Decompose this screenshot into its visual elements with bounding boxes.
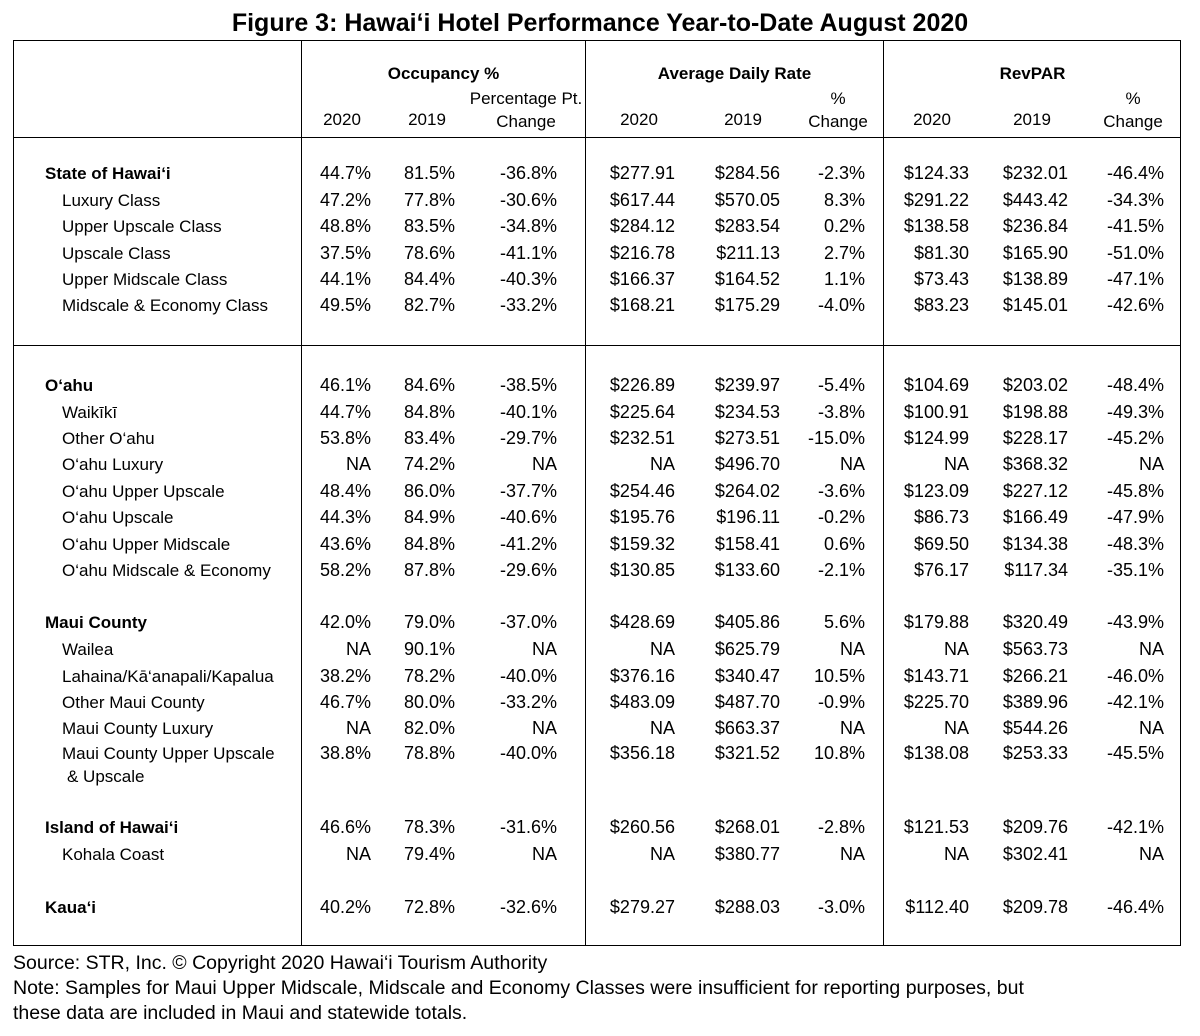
table-cell: -41.2% (499, 534, 557, 554)
table-cell: -35.1% (1106, 560, 1164, 580)
class-label: Lahaina/Kā‘anapali/Kapalua (62, 667, 274, 686)
table-cell: NA (943, 844, 969, 864)
footer-note-line1: Note: Samples for Maui Upper Midscale, Midscale and Economy Classes were insufficient for reporting purposes, but (13, 977, 1024, 999)
class-label: Upper Upscale Class (62, 217, 222, 236)
table-cell: -42.6% (1106, 295, 1164, 315)
table-cell: $69.50 (913, 534, 969, 554)
table-cell: -34.8% (499, 216, 557, 236)
table-cell: $232.51 (609, 428, 675, 448)
table-cell: NA (1138, 454, 1164, 474)
table-cell: $168.21 (609, 295, 675, 315)
table-cell: $260.56 (609, 817, 675, 837)
table-cell: $195.76 (609, 507, 675, 527)
table-cell: 44.7% (319, 402, 371, 422)
table-cell: -37.7% (499, 481, 557, 501)
table-cell: -15.0% (807, 428, 865, 448)
table-cell: -46.4% (1106, 163, 1164, 183)
table-cell: 84.9% (403, 507, 455, 527)
table-cell: -34.3% (1106, 190, 1164, 210)
table-cell: $164.52 (714, 269, 780, 289)
class-label: Other O‘ahu (62, 429, 155, 448)
table-cell: 84.8% (403, 402, 455, 422)
table-cell: $123.09 (903, 481, 969, 501)
table-cell: $198.88 (1002, 402, 1068, 422)
table-cell: $175.29 (714, 295, 780, 315)
class-label: Maui County Upper Upscale (62, 744, 275, 763)
table-cell: 38.2% (319, 666, 371, 686)
table-cell: -40.3% (499, 269, 557, 289)
table-cell: $483.09 (609, 692, 675, 712)
table-cell: -42.1% (1106, 817, 1164, 837)
table-cell: $104.69 (903, 375, 969, 395)
table-cell: 74.2% (403, 454, 455, 474)
table-cell: 83.4% (403, 428, 455, 448)
table-cell: NA (649, 844, 675, 864)
table-cell: -41.1% (499, 243, 557, 263)
section-divider (13, 345, 1181, 346)
table-cell: -48.4% (1106, 375, 1164, 395)
table-cell: $76.17 (913, 560, 969, 580)
table-cell: -41.5% (1106, 216, 1164, 236)
table-cell: -29.7% (499, 428, 557, 448)
table-cell: $563.73 (1002, 639, 1068, 659)
table-cell: $138.58 (903, 216, 969, 236)
table-cell: -3.6% (817, 481, 865, 501)
table-cell: $376.16 (609, 666, 675, 686)
table-cell: NA (943, 718, 969, 738)
table-cell: -36.8% (499, 163, 557, 183)
table-cell: $236.84 (1002, 216, 1068, 236)
table-cell: $83.23 (913, 295, 969, 315)
table-cell: NA (531, 844, 557, 864)
table-cell: NA (1138, 639, 1164, 659)
table-cell: -48.3% (1106, 534, 1164, 554)
table-cell: $266.21 (1002, 666, 1068, 686)
table-cell: 78.6% (403, 243, 455, 263)
table-cell: NA (839, 844, 865, 864)
table-cell: NA (345, 718, 371, 738)
table-cell: $196.11 (716, 507, 780, 527)
table-cell: NA (943, 639, 969, 659)
table-cell: $226.89 (609, 375, 675, 395)
subheader-revpar-2020: 2020 (913, 110, 951, 129)
table-cell: NA (1138, 718, 1164, 738)
table-cell: $209.76 (1002, 817, 1068, 837)
table-cell: -45.2% (1106, 428, 1164, 448)
table-cell: -2.3% (817, 163, 865, 183)
table-cell: $234.53 (714, 402, 780, 422)
table-cell: NA (1138, 844, 1164, 864)
table-cell: -47.9% (1106, 507, 1164, 527)
table-cell: $117.34 (1004, 560, 1068, 580)
region-label: Maui County (45, 613, 147, 632)
table-cell: -43.9% (1106, 612, 1164, 632)
table-cell: $232.01 (1002, 163, 1068, 183)
table-cell: 83.5% (403, 216, 455, 236)
table-cell: $264.02 (714, 481, 780, 501)
table-cell: 0.2% (823, 216, 865, 236)
class-label: O‘ahu Luxury (62, 455, 164, 474)
table-cell: -49.3% (1106, 402, 1164, 422)
table-cell: $133.60 (714, 560, 780, 580)
table-cell: $138.08 (903, 743, 969, 763)
table-cell: 84.6% (403, 375, 455, 395)
table-cell: 38.8% (319, 743, 371, 763)
table-cell: NA (345, 639, 371, 659)
table-cell: NA (531, 639, 557, 659)
table-cell: $279.27 (609, 897, 675, 917)
table-cell: $487.70 (714, 692, 780, 712)
subheader-revpar-2019: 2019 (1013, 110, 1051, 129)
table-cell: $86.73 (913, 507, 969, 527)
table-cell: -40.1% (499, 402, 557, 422)
class-label: Waikīkī (62, 403, 118, 422)
table-cell: NA (345, 454, 371, 474)
table-cell: -47.1% (1106, 269, 1164, 289)
table-cell: 81.5% (403, 163, 455, 183)
class-label: Luxury Class (62, 191, 161, 210)
table-cell: $663.37 (714, 718, 780, 738)
table-cell: $73.43 (913, 269, 969, 289)
table-cell: $166.49 (1002, 507, 1068, 527)
table-cell: -40.0% (499, 743, 557, 763)
table-cell: $112.40 (905, 897, 969, 917)
table-cell: $302.41 (1002, 844, 1068, 864)
table-cell: $121.53 (903, 817, 969, 837)
table-cell: -31.6% (499, 817, 557, 837)
region-label: O‘ahu (45, 376, 94, 395)
table-cell: $320.49 (1002, 612, 1068, 632)
table-cell: 78.8% (403, 743, 455, 763)
table-cell: 48.4% (319, 481, 371, 501)
table-cell: 49.5% (319, 295, 371, 315)
table-cell: 43.6% (319, 534, 371, 554)
class-label: Midscale & Economy Class (62, 296, 268, 315)
table-cell: 44.1% (319, 269, 371, 289)
table-cell: -0.2% (817, 507, 865, 527)
region-label: Island of Hawai‘i (45, 818, 179, 837)
table-cell: $496.70 (714, 454, 780, 474)
table-cell: $124.33 (903, 163, 969, 183)
table-cell: -29.6% (499, 560, 557, 580)
table-cell: NA (649, 639, 675, 659)
table-cell: $158.41 (714, 534, 780, 554)
subheader-occ-2019: 2019 (408, 110, 446, 129)
table-cell: 84.4% (403, 269, 455, 289)
class-label: Upscale Class (62, 244, 171, 263)
region-label: State of Hawai‘i (45, 164, 171, 183)
header-occupancy: Occupancy % (387, 64, 500, 83)
table-cell: $356.18 (609, 743, 675, 763)
table-cell: 77.8% (403, 190, 455, 210)
table-cell: -0.9% (817, 692, 865, 712)
class-label: Maui County Luxury (62, 719, 214, 738)
table-cell: -2.1% (817, 560, 865, 580)
header-revpar: RevPAR (999, 64, 1066, 83)
region-label: Kaua‘i (45, 898, 97, 917)
table-cell: $159.32 (609, 534, 675, 554)
table-cell: -46.4% (1106, 897, 1164, 917)
table-cell: 80.0% (403, 692, 455, 712)
table-cell: $227.12 (1002, 481, 1068, 501)
table-cell: NA (531, 454, 557, 474)
table-cell: $443.42 (1002, 190, 1068, 210)
table-cell: -32.6% (499, 897, 557, 917)
table-cell: $428.69 (609, 612, 675, 632)
table-cell: -33.2% (499, 295, 557, 315)
table-cell: NA (839, 639, 865, 659)
subheader-adr-change: % Change (808, 89, 868, 131)
table-cell: $81.30 (913, 243, 969, 263)
subheader-occ-change: Percentage Pt. Change (469, 89, 583, 131)
class-label: O‘ahu Upscale (62, 508, 174, 527)
table-cell: NA (345, 844, 371, 864)
table-cell: $165.90 (1002, 243, 1068, 263)
table-cell: $100.91 (903, 402, 969, 422)
table-cell: $617.44 (609, 190, 675, 210)
table-cell: -30.6% (499, 190, 557, 210)
table-cell: $228.17 (1002, 428, 1068, 448)
table-cell: 48.8% (319, 216, 371, 236)
table-cell: $273.51 (714, 428, 780, 448)
table-cell: -3.8% (817, 402, 865, 422)
table-cell: $405.86 (714, 612, 780, 632)
table-cell: 46.7% (319, 692, 371, 712)
table-cell: NA (649, 454, 675, 474)
table-cell: NA (531, 718, 557, 738)
table-cell: 44.7% (319, 163, 371, 183)
table-cell: -40.0% (499, 666, 557, 686)
table-cell: 42.0% (319, 612, 371, 632)
table-cell: 53.8% (319, 428, 371, 448)
table-cell: $284.56 (714, 163, 780, 183)
class-label: Other Maui County (62, 693, 205, 712)
table-cell: -45.8% (1106, 481, 1164, 501)
table-cell: 78.2% (403, 666, 455, 686)
table-cell: $283.54 (714, 216, 780, 236)
table-cell: $225.70 (903, 692, 969, 712)
table-cell: 1.1% (823, 269, 865, 289)
table-cell: 47.2% (319, 190, 371, 210)
subheader-revpar-change: % Change (1103, 89, 1163, 131)
table-cell: -33.2% (499, 692, 557, 712)
table-cell: $166.37 (609, 269, 675, 289)
table-cell: $253.33 (1002, 743, 1068, 763)
table-cell: 40.2% (319, 897, 371, 917)
class-label: O‘ahu Midscale & Economy (62, 561, 271, 580)
table-cell: $143.71 (903, 666, 969, 686)
table-cell: 84.8% (403, 534, 455, 554)
table-cell: -46.0% (1106, 666, 1164, 686)
table-cell: $145.01 (1002, 295, 1068, 315)
table-cell: $544.26 (1002, 718, 1068, 738)
table-cell: $124.99 (903, 428, 969, 448)
table-cell: -38.5% (499, 375, 557, 395)
table-cell: $277.91 (609, 163, 675, 183)
table-cell: -3.0% (817, 897, 865, 917)
table-cell: $138.89 (1002, 269, 1068, 289)
table-cell: $134.38 (1002, 534, 1068, 554)
table-cell: $130.85 (609, 560, 675, 580)
table-cell: -45.5% (1106, 743, 1164, 763)
table-cell: 78.3% (403, 817, 455, 837)
table-cell: -4.0% (817, 295, 865, 315)
header-adr: Average Daily Rate (657, 64, 812, 83)
class-label-continued: & Upscale (67, 767, 145, 786)
header-divider (13, 137, 1181, 138)
table-cell: NA (943, 454, 969, 474)
subheader-adr-2019: 2019 (724, 110, 762, 129)
figure-title: Figure 3: Hawai‘i Hotel Performance Year-to-Date August 2020 (231, 9, 969, 37)
table-cell: 46.1% (319, 375, 371, 395)
class-label: O‘ahu Upper Midscale (62, 535, 231, 554)
table-cell: $203.02 (1002, 375, 1068, 395)
table-cell: 44.3% (319, 507, 371, 527)
footer-source: Source: STR, Inc. © Copyright 2020 Hawai‘i Tourism Authority (13, 952, 548, 974)
table-cell: 72.8% (403, 897, 455, 917)
class-label: Kohala Coast (62, 845, 165, 864)
table-cell: $239.97 (714, 375, 780, 395)
table-cell: -2.8% (817, 817, 865, 837)
table-cell: $380.77 (714, 844, 780, 864)
table-cell: 46.6% (319, 817, 371, 837)
table-cell: 5.6% (823, 612, 865, 632)
table-cell: -42.1% (1106, 692, 1164, 712)
subheader-occ-2020: 2020 (323, 110, 361, 129)
table-cell: -37.0% (499, 612, 557, 632)
table-cell: 10.8% (813, 743, 865, 763)
table-cell: $340.47 (714, 666, 780, 686)
table-cell: 37.5% (319, 243, 371, 263)
table-cell: $254.46 (609, 481, 675, 501)
class-label: Wailea (62, 640, 114, 659)
table-cell: NA (839, 454, 865, 474)
table-cell: $288.03 (714, 897, 780, 917)
divider-labels (301, 40, 302, 946)
footer-note-line2: these data are included in Maui and statewide totals. (13, 1002, 468, 1024)
table-cell: 8.3% (823, 190, 865, 210)
table-cell: $211.13 (716, 243, 780, 263)
table-cell: 90.1% (403, 639, 455, 659)
class-label: O‘ahu Upper Upscale (62, 482, 225, 501)
table-cell: 82.7% (403, 295, 455, 315)
table-cell: -5.4% (817, 375, 865, 395)
table-cell: 82.0% (403, 718, 455, 738)
table-cell: $570.05 (714, 190, 780, 210)
table-cell: -51.0% (1106, 243, 1164, 263)
table-cell: $321.52 (714, 743, 780, 763)
table-cell: 10.5% (813, 666, 865, 686)
table-cell: -40.6% (499, 507, 557, 527)
table-cell: NA (649, 718, 675, 738)
table-cell: 87.8% (403, 560, 455, 580)
table-cell: $225.64 (609, 402, 675, 422)
table-cell: 79.4% (403, 844, 455, 864)
table-cell: $625.79 (714, 639, 780, 659)
table-cell: $368.32 (1002, 454, 1068, 474)
table-cell: $291.22 (903, 190, 969, 210)
divider-adr (883, 40, 884, 946)
table-cell: 58.2% (319, 560, 371, 580)
table-cell: $216.78 (609, 243, 675, 263)
table-cell: NA (839, 718, 865, 738)
table-cell: 86.0% (403, 481, 455, 501)
table-cell: $389.96 (1002, 692, 1068, 712)
divider-occupancy (585, 40, 586, 946)
class-label: Upper Midscale Class (62, 270, 228, 289)
table-cell: $179.88 (903, 612, 969, 632)
table-cell: 2.7% (823, 243, 865, 263)
table-cell: $209.78 (1002, 897, 1068, 917)
table-cell: $284.12 (609, 216, 675, 236)
subheader-adr-2020: 2020 (620, 110, 658, 129)
table-cell: $268.01 (714, 817, 780, 837)
table-cell: 79.0% (403, 612, 455, 632)
table-cell: 0.6% (823, 534, 865, 554)
